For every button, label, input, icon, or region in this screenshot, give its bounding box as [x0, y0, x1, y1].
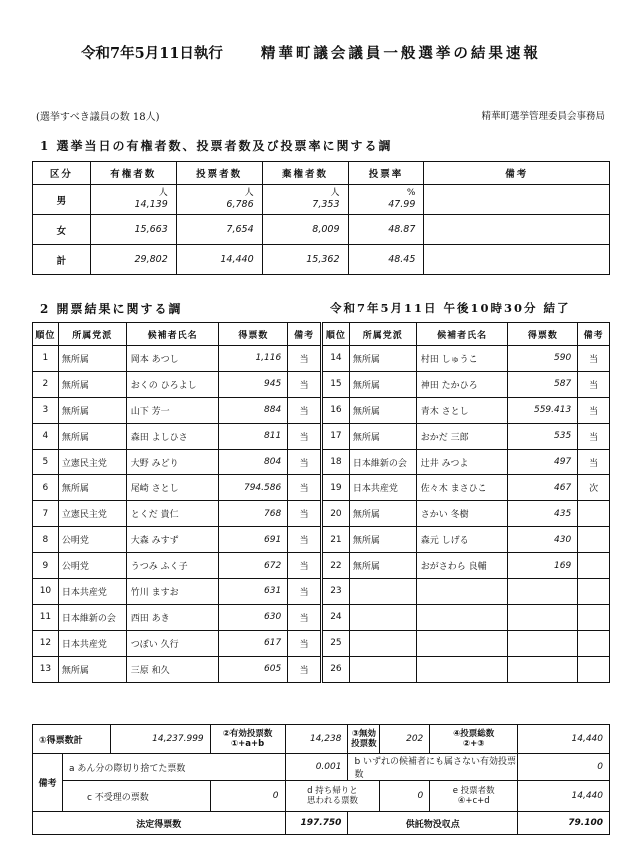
- col-remarks: 備考: [288, 323, 321, 346]
- candidate-rem: 当: [288, 579, 321, 605]
- invalid-votes-value: 202: [380, 725, 430, 754]
- table-row: [33, 397, 321, 423]
- candidate-rem: 当: [288, 475, 321, 501]
- candidate-party: 日本共産党: [58, 630, 126, 656]
- candidate-party: 無所属: [58, 346, 126, 372]
- candidate-no: 2: [33, 371, 59, 397]
- seats-note: (選挙すべき議員の数 18人): [36, 112, 160, 123]
- candidate-name: さかい 冬樹: [416, 501, 508, 527]
- electors-value: 29,802: [90, 245, 176, 275]
- candidate-name: 大森 みすず: [126, 527, 219, 553]
- electors-value: 15,663: [90, 215, 176, 245]
- deposit-forfeit-label: 供託物没収点: [348, 812, 518, 835]
- candidate-name: 竹川 ますお: [126, 579, 219, 605]
- electors-value: 14,139: [134, 199, 168, 210]
- col-remarks: 備考: [424, 162, 610, 185]
- candidate-name: [416, 579, 508, 605]
- candidate-name: 村田 しゅうこ: [416, 346, 508, 372]
- candidate-name: 西田 あき: [126, 604, 219, 630]
- candidate-party: 日本共産党: [349, 475, 416, 501]
- candidate-party: 無所属: [58, 371, 126, 397]
- candidate-rem: [578, 656, 610, 682]
- candidate-party: 立憲民主党: [58, 449, 126, 475]
- table-row: [323, 346, 610, 372]
- candidate-votes: 884: [219, 397, 288, 423]
- candidate-rem: [578, 604, 610, 630]
- candidate-name: おくの ひろよし: [126, 371, 219, 397]
- invalid-votes-label: [348, 725, 380, 754]
- col-rate: 投票率: [348, 162, 424, 185]
- candidate-votes: 794.586: [219, 475, 288, 501]
- summary-row-ab: [33, 754, 610, 781]
- table-row: [33, 501, 321, 527]
- candidate-no: 13: [33, 656, 59, 682]
- results-table-left: [32, 322, 321, 683]
- candidate-votes: 691: [219, 527, 288, 553]
- candidate-votes: 617: [219, 630, 288, 656]
- candidate-no: 8: [33, 527, 59, 553]
- candidate-votes: 768: [219, 501, 288, 527]
- candidate-no: 20: [323, 501, 350, 527]
- candidate-party: 無所属: [349, 397, 416, 423]
- d-label-line2: 思われる票数: [306, 796, 358, 806]
- table-row: [323, 423, 610, 449]
- rate-value: 48.87: [348, 215, 424, 245]
- valid-label-line2: ①+a+b: [230, 739, 265, 749]
- candidate-no: 22: [323, 553, 350, 579]
- d-label: [285, 781, 380, 812]
- unit-people: 人: [330, 188, 340, 198]
- col-rank: 順位: [33, 323, 59, 346]
- candidate-party: 無所属: [58, 656, 126, 682]
- candidate-rem: 当: [578, 371, 610, 397]
- total-ballots-value: 14,440: [518, 725, 610, 754]
- candidate-votes: 630: [219, 604, 288, 630]
- remarks-cell: [424, 215, 610, 245]
- candidate-party: 無所属: [349, 371, 416, 397]
- rate-value: 47.99: [388, 199, 416, 210]
- candidate-name: 神田 たかひろ: [416, 371, 508, 397]
- col-votes: 得票数: [508, 323, 578, 346]
- e-label: [430, 781, 518, 812]
- candidate-rem: 当: [288, 527, 321, 553]
- candidate-votes: [508, 630, 578, 656]
- voters-value: 7,654: [176, 215, 262, 245]
- candidate-party: 無所属: [349, 501, 416, 527]
- candidate-votes: 430: [508, 527, 578, 553]
- candidate-name: [416, 630, 508, 656]
- candidate-votes: 169: [508, 553, 578, 579]
- total-votes-label: ①得票数計: [33, 725, 111, 754]
- candidate-party: 無所属: [349, 423, 416, 449]
- turnout-row-male: [33, 185, 610, 215]
- unit-percent: %: [406, 188, 416, 198]
- ballots-label-line2: ②+③: [462, 739, 485, 749]
- legal-votes-label: 法定得票数: [33, 812, 286, 835]
- candidate-votes: 811: [219, 423, 288, 449]
- table-row: [33, 371, 321, 397]
- table-row: [33, 579, 321, 605]
- candidate-no: 24: [323, 604, 350, 630]
- results-header-row: [323, 323, 610, 346]
- candidate-name: とくだ 貴仁: [126, 501, 219, 527]
- table-row: [323, 604, 610, 630]
- candidate-name: おがさわら 良輔: [416, 553, 508, 579]
- table-row: [323, 501, 610, 527]
- c-label: c 不受理の票数: [62, 781, 210, 812]
- candidate-no: 6: [33, 475, 59, 501]
- candidate-rem: 当: [288, 501, 321, 527]
- candidate-votes: 804: [219, 449, 288, 475]
- candidate-name: 青木 さとし: [416, 397, 508, 423]
- candidate-rem: 当: [288, 656, 321, 682]
- candidate-votes: 435: [508, 501, 578, 527]
- candidate-no: 25: [323, 630, 350, 656]
- total-ballots-label: [430, 725, 518, 754]
- candidate-rem: 当: [288, 397, 321, 423]
- table-row: [33, 656, 321, 682]
- table-row: [33, 449, 321, 475]
- candidate-votes: 590: [508, 346, 578, 372]
- candidate-name: 大野 みどり: [126, 449, 219, 475]
- turnout-row-female: [33, 215, 610, 245]
- d-label-line1: d 持ち帰りと: [307, 786, 358, 796]
- candidate-rem: 当: [288, 553, 321, 579]
- table-row: [33, 553, 321, 579]
- election-date: 令和7年5月11日執行: [81, 45, 223, 62]
- candidate-no: 15: [323, 371, 350, 397]
- candidate-votes: 631: [219, 579, 288, 605]
- remarks-label: 備考: [33, 754, 63, 812]
- row-label: 女: [33, 215, 91, 245]
- candidate-name: 山下 芳一: [126, 397, 219, 423]
- legal-votes-value: 197.750: [285, 812, 348, 835]
- col-rank: 順位: [323, 323, 350, 346]
- row-label: 計: [33, 245, 91, 275]
- turnout-row-total: [33, 245, 610, 275]
- e-label-line1: e 投票者数: [452, 786, 495, 796]
- candidate-name: つぼい 久行: [126, 630, 219, 656]
- candidate-rem: 当: [578, 449, 610, 475]
- valid-votes-value: 14,238: [285, 725, 348, 754]
- summary-row-thresholds: [33, 812, 610, 835]
- voters-value: 6,786: [226, 199, 254, 210]
- abstained-value: 15,362: [262, 245, 348, 275]
- candidate-rem: [578, 579, 610, 605]
- candidate-no: 4: [33, 423, 59, 449]
- col-remarks: 備考: [578, 323, 610, 346]
- b-value: 0: [518, 754, 610, 781]
- col-electors: 有権者数: [90, 162, 176, 185]
- invalid-label-line1: ③無効: [351, 729, 377, 739]
- candidate-votes: 467: [508, 475, 578, 501]
- candidate-rem: 当: [288, 604, 321, 630]
- table-row: [323, 371, 610, 397]
- candidate-no: 7: [33, 501, 59, 527]
- candidate-rem: [578, 527, 610, 553]
- candidate-party: 無所属: [349, 346, 416, 372]
- report-title: 精華町議会議員一般選挙の結果速報: [260, 45, 541, 62]
- ballots-label-line1: ④投票総数: [453, 729, 495, 739]
- candidate-party: 公明党: [58, 553, 126, 579]
- table-row: [33, 475, 321, 501]
- e-value: 14,440: [518, 781, 610, 812]
- candidate-no: 1: [33, 346, 59, 372]
- candidate-no: 12: [33, 630, 59, 656]
- candidate-rem: 当: [578, 346, 610, 372]
- candidate-no: 17: [323, 423, 350, 449]
- results-table-right: [322, 322, 610, 683]
- candidate-votes: 1,116: [219, 346, 288, 372]
- turnout-table: [32, 161, 610, 275]
- table-row: [33, 346, 321, 372]
- remarks-cell: [424, 185, 610, 215]
- table-row: [323, 579, 610, 605]
- candidate-party: 無所属: [58, 423, 126, 449]
- issuing-office: 精華町選挙管理委員会事務局: [481, 111, 605, 122]
- summary-table: [32, 724, 610, 835]
- section1-heading: 1 選挙当日の有権者数、投票者数及び投票率に関する調: [40, 139, 393, 153]
- candidate-no: 10: [33, 579, 59, 605]
- table-row: [323, 527, 610, 553]
- candidate-party: 公明党: [58, 527, 126, 553]
- candidate-name: [416, 656, 508, 682]
- table-row: [323, 449, 610, 475]
- candidate-rem: 当: [288, 346, 321, 372]
- candidate-name: 岡本 あつし: [126, 346, 219, 372]
- table-row: [33, 604, 321, 630]
- candidate-no: 11: [33, 604, 59, 630]
- candidate-party: [349, 604, 416, 630]
- col-party: 所属党派: [349, 323, 416, 346]
- b-label: b いずれの候補者にも属さない有効投票数: [348, 754, 518, 781]
- candidate-no: 16: [323, 397, 350, 423]
- candidate-name: 辻井 みつよ: [416, 449, 508, 475]
- table-row: [323, 553, 610, 579]
- table-row: [323, 397, 610, 423]
- candidate-party: 無所属: [58, 475, 126, 501]
- document-title: [0, 42, 622, 63]
- valid-label-line1: ②有効投票数: [222, 729, 273, 739]
- turnout-header-row: [33, 162, 610, 185]
- candidate-no: 9: [33, 553, 59, 579]
- col-candidate: 候補者氏名: [126, 323, 219, 346]
- remarks-cell: [424, 245, 610, 275]
- table-row: [323, 630, 610, 656]
- voters-value: 14,440: [176, 245, 262, 275]
- col-candidate: 候補者氏名: [416, 323, 508, 346]
- candidate-votes: 672: [219, 553, 288, 579]
- candidate-name: おかだ 三郎: [416, 423, 508, 449]
- table-row: [323, 656, 610, 682]
- candidate-no: 21: [323, 527, 350, 553]
- candidate-rem: [578, 553, 610, 579]
- candidate-votes: 497: [508, 449, 578, 475]
- candidate-party: 無所属: [58, 397, 126, 423]
- candidate-party: [349, 630, 416, 656]
- candidate-no: 26: [323, 656, 350, 682]
- candidate-party: [349, 656, 416, 682]
- candidate-name: 森田 よしひさ: [126, 423, 219, 449]
- summary-row-cde: [33, 781, 610, 812]
- d-value: 0: [380, 781, 430, 812]
- candidate-rem: 当: [288, 449, 321, 475]
- col-category: 区分: [33, 162, 91, 185]
- col-party: 所属党派: [58, 323, 126, 346]
- candidate-no: 14: [323, 346, 350, 372]
- table-row: [33, 423, 321, 449]
- candidate-party: 日本共産党: [58, 579, 126, 605]
- candidate-rem: 当: [288, 423, 321, 449]
- candidate-rem: [578, 630, 610, 656]
- unit-people: 人: [158, 188, 168, 198]
- e-label-line2: ④+c+d: [457, 796, 490, 806]
- rate-value: 48.45: [348, 245, 424, 275]
- candidate-rem: 当: [578, 423, 610, 449]
- section2-heading: 2 開票結果に関する調: [40, 302, 183, 316]
- count-completed-time: 令和7年5月11日 午後10時30分 結了: [330, 301, 571, 315]
- candidate-party: 日本維新の会: [349, 449, 416, 475]
- unit-people: 人: [244, 188, 254, 198]
- candidate-name: 尾崎 さとし: [126, 475, 219, 501]
- candidate-name: 佐々木 まさひこ: [416, 475, 508, 501]
- candidate-votes: 587: [508, 371, 578, 397]
- table-row: [33, 527, 321, 553]
- candidate-votes: [508, 579, 578, 605]
- row-label: 男: [33, 185, 91, 215]
- candidate-votes: 605: [219, 656, 288, 682]
- candidate-no: 3: [33, 397, 59, 423]
- valid-votes-label: [210, 725, 285, 754]
- candidate-rem: 当: [288, 371, 321, 397]
- total-votes-value: 14,237.999: [110, 725, 210, 754]
- candidate-votes: 945: [219, 371, 288, 397]
- candidate-name: うつみ ふく子: [126, 553, 219, 579]
- candidate-no: 18: [323, 449, 350, 475]
- candidate-rem: 次: [578, 475, 610, 501]
- a-label: a あん分の際切り捨てた票数: [62, 754, 285, 781]
- candidate-no: 5: [33, 449, 59, 475]
- candidate-votes: [508, 656, 578, 682]
- candidate-name: 森元 しげる: [416, 527, 508, 553]
- table-row: [323, 475, 610, 501]
- candidate-name: 三原 和久: [126, 656, 219, 682]
- candidate-votes: [508, 604, 578, 630]
- col-votes: 得票数: [219, 323, 288, 346]
- candidate-votes: 559.413: [508, 397, 578, 423]
- candidate-no: 23: [323, 579, 350, 605]
- abstained-value: 8,009: [262, 215, 348, 245]
- deposit-forfeit-value: 79.100: [518, 812, 610, 835]
- candidate-party: 日本維新の会: [58, 604, 126, 630]
- candidate-no: 19: [323, 475, 350, 501]
- c-value: 0: [210, 781, 285, 812]
- candidate-rem: [578, 501, 610, 527]
- col-abstained: 棄権者数: [262, 162, 348, 185]
- candidate-party: 無所属: [349, 553, 416, 579]
- table-row: [33, 630, 321, 656]
- abstained-value: 7,353: [312, 199, 340, 210]
- candidate-rem: 当: [288, 630, 321, 656]
- a-value: 0.001: [285, 754, 348, 781]
- candidate-party: [349, 579, 416, 605]
- col-voters: 投票者数: [176, 162, 262, 185]
- candidate-name: [416, 604, 508, 630]
- summary-row-totals: [33, 725, 610, 754]
- candidate-rem: 当: [578, 397, 610, 423]
- invalid-label-line2: 投票数: [351, 739, 377, 749]
- candidate-party: 立憲民主党: [58, 501, 126, 527]
- candidate-votes: 535: [508, 423, 578, 449]
- candidate-party: 無所属: [349, 527, 416, 553]
- results-header-row: [33, 323, 321, 346]
